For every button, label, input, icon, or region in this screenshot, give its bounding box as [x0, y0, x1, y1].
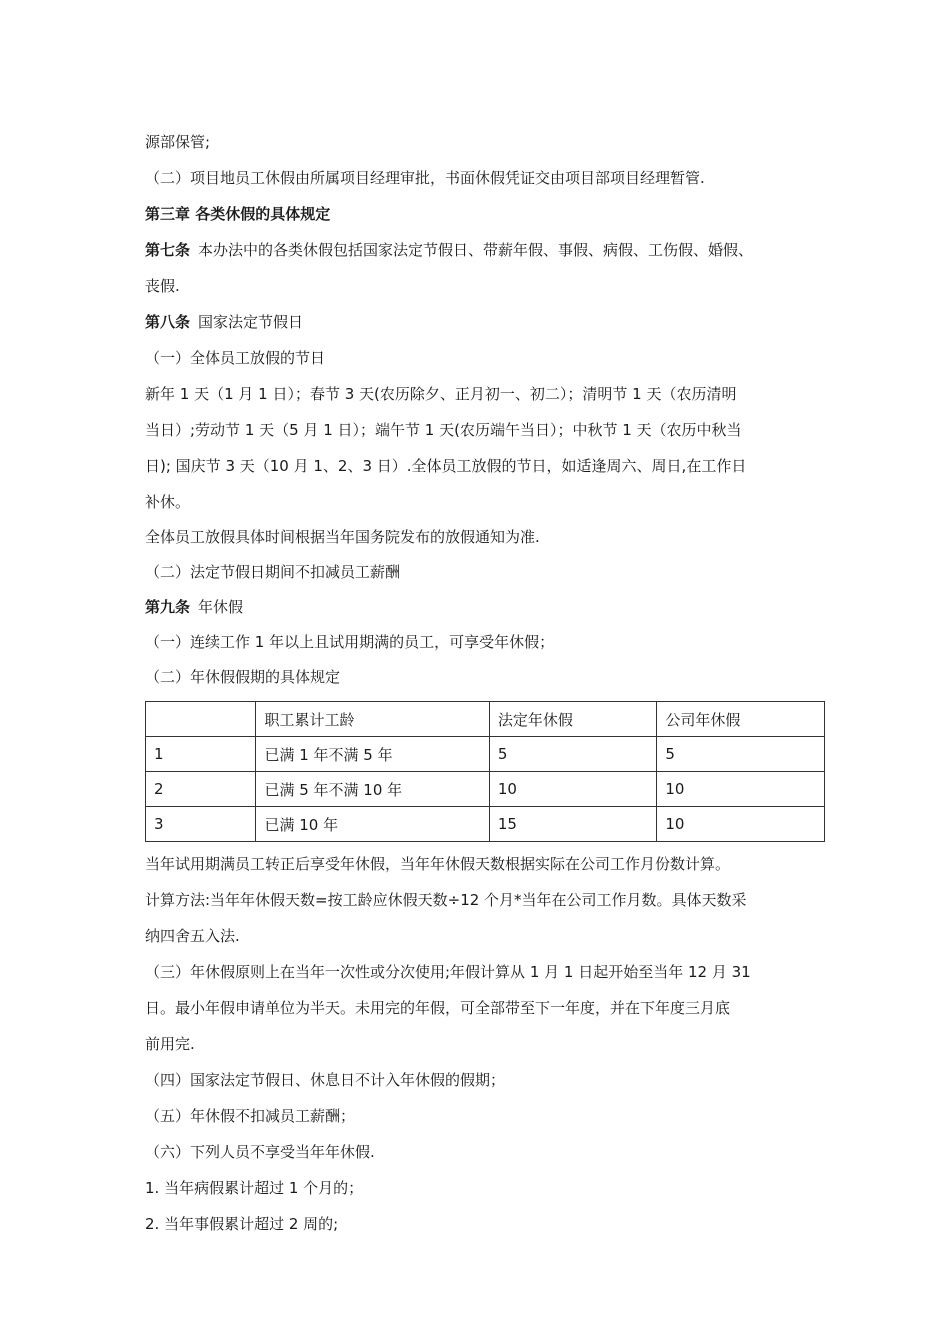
list-item: （六）下列人员不享受当年年休假. [145, 1143, 375, 1161]
list-item: （五）年休假不扣减员工薪酬； [145, 1107, 356, 1125]
holiday-line: 当日）;劳动节 1 天（5 月 1 日）；端午节 1 天(农历端午当日）；中秋节 1 天（农历中秋当 [145, 421, 742, 439]
text-line: （三）年休假原则上在当年一次性或分次使用;年假计算从 1 月 1 日起开始至当年 12 月 31 [145, 963, 751, 981]
holiday-line: 日); 国庆节 3 天（10 月 1、2、3 日）.全体员工放假的节日，如适逢周六、周日,在工作日 [145, 457, 747, 475]
table-cell: 10 [489, 772, 657, 807]
list-item: （二）年休假假期的具体规定 [145, 668, 341, 686]
list-item: （二）法定节假日期间不扣减员工薪酬 [145, 563, 401, 581]
text-line: （二）项目地员工休假由所属项目经理审批，书面休假凭证交由项目部项目经理暂管. [145, 169, 705, 187]
text-line: 纳四舍五入法. [145, 927, 240, 945]
article-heading: 第八条 [145, 313, 191, 331]
table-cell: 已满 5 年不满 10 年 [256, 772, 489, 807]
text-line: 当年试用期满员工转正后享受年休假，当年年休假天数根据实际在公司工作月份数计算。 [145, 855, 731, 873]
table-row [146, 737, 825, 772]
list-item: 1. 当年病假累计超过 1 个月的； [145, 1179, 364, 1197]
table-cell: 5 [657, 737, 825, 772]
table-header-cell: 公司年休假 [657, 702, 825, 737]
note-line: 全体员工放假具体时间根据当年国务院发布的放假通知为准. [145, 528, 540, 546]
article-7-line-2: 丧假. [145, 277, 180, 295]
document-body [145, 124, 825, 1242]
table-row [146, 807, 825, 842]
chapter-title: 第三章 各类休假的具体规定 [145, 205, 331, 223]
article-title: 国家法定节假日 [198, 313, 304, 331]
table-cell: 10 [657, 807, 825, 842]
table-cell: 1 [146, 737, 256, 772]
table-cell: 已满 10 年 [256, 807, 489, 842]
article-9-heading-line [145, 590, 825, 625]
list-item: （四）国家法定节假日、休息日不计入年休假的假期； [145, 1071, 506, 1089]
holiday-line: 新年 1 天（1 月 1 日）；春节 3 天(农历除夕、正月初一、初二）；清明节 1 天（农历清明 [145, 385, 737, 403]
text-line: 前用完. [145, 1035, 195, 1053]
list-item: （一）连续工作 1 年以上且试用期满的员工，可享受年休假； [145, 633, 555, 651]
article-7-line-1 [145, 232, 825, 268]
article-heading: 第九条 [145, 598, 191, 616]
text-line: 日。最小年假申请单位为半天。未用完的年假，可全部带至下一年度，并在下年度三月底 [145, 999, 731, 1017]
annual-leave-table [145, 701, 825, 842]
table-header-cell [146, 702, 256, 737]
table-header-cell: 职工累计工龄 [256, 702, 489, 737]
table-row [146, 772, 825, 807]
table-cell: 已满 1 年不满 5 年 [256, 737, 489, 772]
table-header-cell: 法定年休假 [489, 702, 657, 737]
table-cell: 3 [146, 807, 256, 842]
table-cell: 5 [489, 737, 657, 772]
table-header-row [146, 702, 825, 737]
list-item: 2. 当年事假累计超过 2 周的; [145, 1215, 339, 1233]
list-item: （一）全体员工放假的节日 [145, 349, 326, 367]
article-heading: 第七条 [145, 241, 191, 259]
article-8-heading-line [145, 304, 825, 340]
article-title: 年休假 [198, 598, 244, 616]
text-line: 源部保管; [145, 133, 211, 151]
table-cell: 15 [489, 807, 657, 842]
table-cell: 2 [146, 772, 256, 807]
holiday-line: 补休。 [145, 493, 191, 511]
article-text: 本办法中的各类休假包括国家法定节假日、带薪年假、事假、病假、工伤假、婚假、 [198, 241, 754, 259]
text-line: 计算方法:当年年休假天数=按工龄应休假天数÷12 个月*当年在公司工作月数。具体天数采 [145, 891, 747, 909]
table-cell: 10 [657, 772, 825, 807]
